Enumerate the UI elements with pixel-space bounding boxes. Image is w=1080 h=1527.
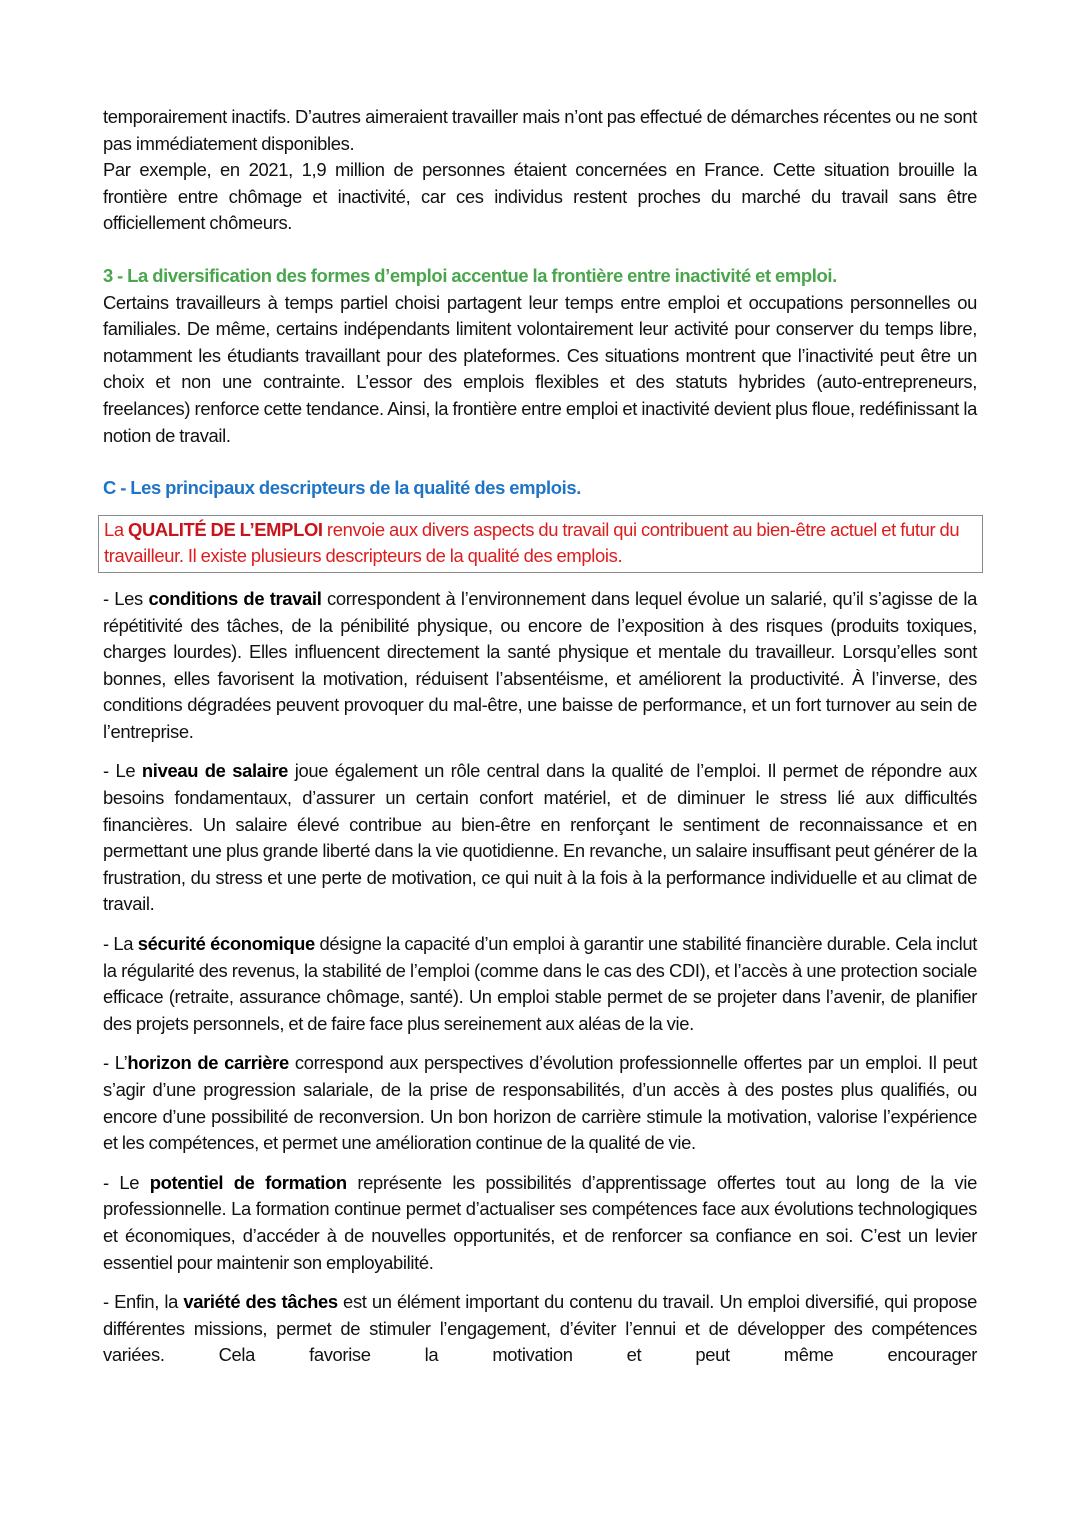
descriptor-potentiel-de-formation: - Le potentiel de formation représente les possibilités d’apprentissage offertes tout au long de la vie professionnelle. La formation continue permet d’actualiser ses compétences face aux évolutions technologiques et économiques, d’accéder à de nouvelles opportunités, et de renforcer sa confiance en soi. C’est un levier essentiel pour maintenir son employabilité. (103, 1171, 977, 1273)
definition-term: QUALITÉ DE L’EMPLOI (128, 518, 323, 540)
section-3-heading: 3 - La diversification des formes d’emploi accentue la frontière entre inactivité et emploi. (103, 264, 837, 286)
descriptor-term: niveau de salaire (141, 760, 289, 782)
descriptor-niveau-de-salaire: - Le niveau de salaire joue également un rôle central dans la qualité de l’emploi. Il permet de répondre aux besoins fondamentaux, d’assurer un certain confort matériel, et de diminuer le stress lié aux difficultés financières. Un salaire élevé contribue au bien-être en renforçant le sentiment de reconnaissance et en permettant une plus grande liberté dans la vie quotidienne. En revanche, un salaire insuffisant peut générer de la frustration, du stress et une perte de motivation, ce qui nuit à la fois à la performance individuelle et au climat de travail. (103, 760, 977, 915)
definition-box: La QUALITÉ DE L’EMPLOI renvoie aux divers aspects du travail qui contribuent au bien-être actuel et futur du travailleur. Il existe plusieurs descripteurs de la qualité des emplois. (98, 515, 983, 573)
descriptor-conditions-de-travail: - Les conditions de travail correspondent à l’environnement dans lequel évolue un salarié, qu’il s’agisse de la répétitivité des tâches, de la pénibilité physique, ou encore de l’exposition à des risques (produits toxiques, charges lourdes). Elles influencent directement la santé physique et mentale du travailleur. Lorsqu’elles sont bonnes, elles favorisent la motivation, réduisent l’absentéisme, et améliorent la productivité. À l’inverse, des conditions dégradées peuvent provoquer du mal-être, une baisse de performance, et un fort turnover au sein de l’entreprise. (103, 587, 977, 742)
spacer (103, 918, 977, 931)
spacer (103, 237, 977, 263)
intro-paragraph-continued: temporairement inactifs. D’autres aimeraient travailler mais n’ont pas effectué de démarches récentes ou ne sont pas immédiatement disponibles. (103, 106, 977, 154)
descriptor-term: conditions de travail (148, 587, 322, 609)
spacer (103, 502, 977, 515)
spacer (103, 745, 977, 758)
spacer (103, 1157, 977, 1170)
descriptor-term: horizon de carrière (127, 1052, 289, 1074)
descriptor-securite-economique: - La sécurité économique désigne la capacité d’un emploi à garantir une stabilité financière durable. Cela inclut la régularité des revenus, la stabilité de l’emploi (comme dans le cas des CDI), et l’accès à une protection sociale efficace (retraite, assurance chômage, santé). Un emploi stable permet de se projeter dans l’avenir, de planifier des projets personnels, et de faire face plus sereinement aux aléas de la vie. (103, 933, 977, 1034)
spacer (103, 573, 977, 586)
spacer (103, 449, 977, 475)
section-3-body: Certains travailleurs à temps partiel choisi partagent leur temps entre emploi et occupations personnelles ou familiales. De même, certains indépendants limitent volontairement leur activité pour conserver du temps libre, notamment les étudiants travaillant pour des plateformes. Ces situations montrent que l’inactivité peut être un choix et non une contrainte. L’essor des emplois flexibles et des statuts hybrides (auto-entrepreneurs, freelances) renforce cette tendance. Ainsi, la frontière entre emploi et inactivité devient plus floue, redéfinissant la notion de travail. (103, 291, 977, 446)
descriptor-term: potentiel de formation (149, 1171, 347, 1193)
document-page (103, 104, 977, 1369)
descriptor-variete-des-taches: - Enfin, la variété des tâches est un élément important du contenu du travail. Un emploi diversifié, qui propose différentes missions, permet de stimuler l’engagement, d’éviter l’ennui et de développer des compétences variées. Cela favorise la motivation et peut même encourager (103, 1291, 977, 1366)
descriptor-term: sécurité économique (137, 933, 315, 955)
spacer (103, 1276, 977, 1289)
descriptor-term: variété des tâches (183, 1291, 338, 1313)
example-paragraph: Par exemple, en 2021, 1,9 million de personnes étaient concernées en France. Cette situation brouille la frontière entre chômage et inactivité, car ces individus restent proches du marché du travail sans être officiellement chômeurs. (103, 159, 977, 234)
spacer (103, 1037, 977, 1050)
descriptor-horizon-de-carriere: - L’horizon de carrière correspond aux perspectives d’évolution professionnelle offertes par un emploi. Il peut s’agir d’une progression salariale, de la prise de responsabilités, d’un accès à des postes plus qualifiés, ou encore d’une possibilité de reconversion. Un bon horizon de carrière stimule la motivation, valorise l’expérience et les compétences, et permet une amélioration continue de la qualité de vie. (103, 1052, 978, 1154)
section-c-heading: C - Les principaux descripteurs de la qualité des emplois. (103, 477, 582, 499)
